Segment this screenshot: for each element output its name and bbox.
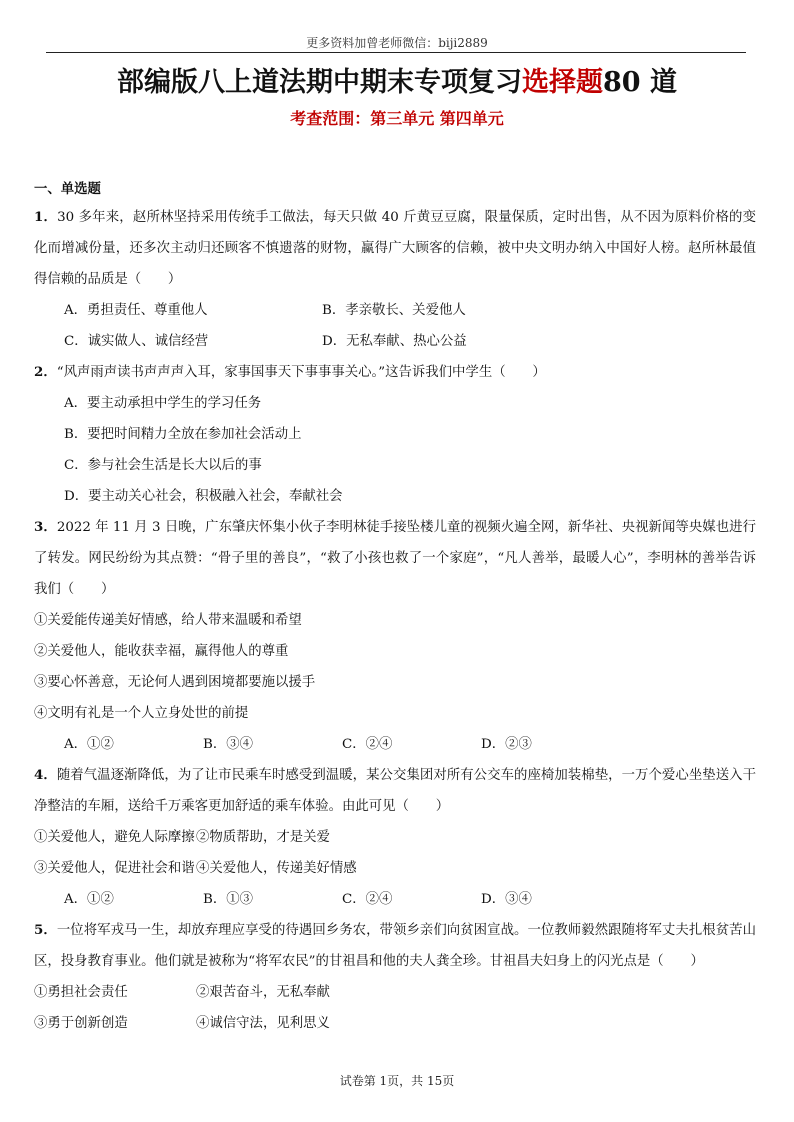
option-b[interactable]: B．③④ [203,737,254,752]
option-row [34,884,756,915]
title-main: 部编版八上道法期中期末专项复习 [117,67,522,98]
question-text: 随着气温逐渐降低，为了让市民乘车时感受到温暖，某公交集团对所有公交车的座椅加装棉垫，一万个爱心坐垫送入干净整洁的车厢，送给千万乘客更加舒适的乘车体验。由此可见（ ） [34,768,756,814]
question-number: 1． [34,209,58,225]
option-d[interactable]: D．②③ [481,737,532,752]
question-2 [34,357,756,512]
title-suffix: 80 道 [603,67,677,98]
question-number: 5． [34,922,57,938]
question-list [34,176,756,1039]
statement-row [34,1008,756,1039]
statement-3: ③要心怀善意，无论何人遇到困境都要施以援手 [34,675,316,690]
option-b[interactable]: B．要把时间精力全放在参加社会活动上 [64,427,302,442]
question-number: 3． [34,519,57,535]
page-title [0,60,794,99]
option-a[interactable]: A．要主动承担中学生的学习任务 [64,396,262,411]
option-c[interactable]: C．②④ [342,892,393,907]
option-b[interactable]: B．孝亲敬长、关爱他人 [322,303,466,318]
question-stem [34,760,756,822]
option-c[interactable]: C．诚实做人、诚信经营 [64,334,209,349]
question-text: 30 多年来，赵所林坚持采用传统手工做法，每天只做 40 斤黄豆豆腐，限量保质，定时出售，从不因为原料价格的变化而增减份量，还多次主动归还顾客不慎遗落的财物，赢得广大顾客的信赖，被中央文明办纳入中国好人榜。赵所林最值得信赖的品质是（ ） [34,210,756,287]
statement-row [34,853,756,884]
option-c[interactable]: C．参与社会生活是长大以后的事 [64,458,262,473]
question-3 [34,512,756,760]
statement-4: ④关爱他人，传递美好情感 [196,861,357,876]
statement-3: ③勇于创新创造 [34,1016,128,1031]
statement-4: ④文明有礼是一个人立身处世的前提 [34,706,249,721]
question-stem [34,357,756,388]
option-a[interactable]: A．①② [64,737,114,752]
option-d[interactable]: D．无私奉献、热心公益 [322,334,467,349]
option-d[interactable]: D．③④ [481,892,532,907]
option-b[interactable]: B．①③ [203,892,254,907]
question-5 [34,915,756,1039]
statement-row [34,977,756,1008]
question-stem [34,202,756,295]
statement-1: ①关爱他人，避免人际摩擦 [34,830,195,845]
option-row [34,326,756,357]
header-note: 更多资料加曾老师微信：biji2889 [306,36,488,50]
section-title: 一、单选题 [34,181,101,197]
statement-2: ②艰苦奋斗，无私奉献 [196,985,330,1000]
page-footer: 试卷第 1页，共 15页 [339,1074,455,1088]
option-row [34,729,756,760]
statement-2: ②物质帮助，才是关爱 [196,830,330,845]
option-a[interactable]: A．①② [64,892,114,907]
question-number: 2． [34,364,57,380]
question-stem [34,512,756,605]
question-4 [34,760,756,915]
title-highlight: 选择题 [522,67,603,98]
statement-1: ①勇担社会责任 [34,985,128,1000]
question-text: 2022 年 11 月 3 日晚，广东肇庆怀集小伙子李明林徒手接坠楼儿童的视频火遍全网，新华社、央视新闻等央媒也进行了转发。网民纷纷为其点赞：“骨子里的善良”，“救了小孩也救了一个家庭”，“凡人善举，最暖人心”，李明林的善举告诉我们（ ） [34,520,756,597]
statement-1: ①关爱能传递美好情感，给人带来温暖和希望 [34,613,302,628]
exam-scope: 考查范围：第三单元 第四单元 [290,109,504,128]
question-stem [34,915,756,977]
option-a[interactable]: A．勇担责任、尊重他人 [64,303,208,318]
statement-2: ②关爱他人，能收获幸福，赢得他人的尊重 [34,644,289,659]
option-c[interactable]: C．②④ [342,737,393,752]
header-divider [46,52,746,53]
question-1 [34,202,756,357]
question-text: “风声雨声读书声声声入耳，家事国事天下事事事关心。”这告诉我们中学生（ ） [56,365,546,380]
statement-4: ④诚信守法，见利思义 [196,1016,330,1031]
statement-row [34,822,756,853]
question-number: 4． [34,767,57,783]
option-d[interactable]: D．要主动关心社会，积极融入社会，奉献社会 [64,489,343,504]
option-row [34,295,756,326]
question-text: 一位将军戎马一生，却放弃理应享受的待遇回乡务农，带领乡亲们向贫困宣战。一位教师毅然跟随将军丈夫扎根贫苦山区，投身教育事业。他们就是被称为“将军农民”的甘祖昌和他的夫人龚全珍。甘祖昌夫妇身上的闪光点是（ ） [34,923,756,969]
statement-3: ③关爱他人，促进社会和谐 [34,861,195,876]
